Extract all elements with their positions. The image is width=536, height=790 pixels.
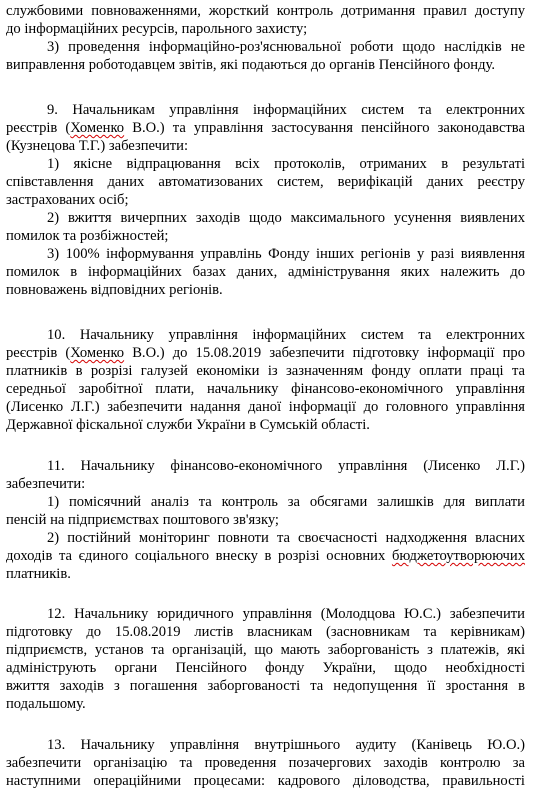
text-line: 11. Начальнику фінансово-економічного управління (Лисенко Л.Г.) xyxy=(47,458,525,474)
text-line: застрахованих осіб; xyxy=(6,192,129,208)
text-line: 3) проведення інформаційно-роз'яснювальної роботи щодо наслідків не xyxy=(47,39,525,55)
text-line: платників. xyxy=(6,566,71,582)
text-line: середньої заробітної плати, начальнику фінансово-економічного управління xyxy=(6,381,525,397)
text-line: адмініструють органи Пенсійного фонду України, щодо необхідності xyxy=(6,660,525,676)
text-line: 3) 100% інформування управлінь Фонду інших регіонів у разі виявлення xyxy=(47,246,525,262)
text-line: до інформаційних ресурсів, парольного захисту; xyxy=(6,21,308,37)
spellcheck-flagged-word: Хоменко xyxy=(70,120,125,136)
text-line: підготовку до 15.08.2019 листів власникам (засновникам та керівникам) xyxy=(6,624,525,640)
text-line: підприємств, установ та організацій, що мають заборгованість з платежів, які xyxy=(6,642,525,658)
text-line: 9. Начальникам управління інформаційних систем та електронних xyxy=(47,102,525,118)
text-line: помилок в інформаційних базах даних, адміністрування яких належить до xyxy=(6,264,525,280)
text-line xyxy=(6,345,525,362)
spellcheck-flagged-word: бюджетоутворюючих xyxy=(391,548,525,564)
text-line: 2) вжиття вичерпних заходів щодо максимального усунення виявлених xyxy=(47,210,525,226)
text-line: повноважень відповідних регіонів. xyxy=(6,282,223,298)
line-text-before: реєстрів ( xyxy=(6,120,71,136)
text-line: платників в розрізі галузей економіки із зазначенням фонду оплати праці та xyxy=(6,363,525,379)
text-line: наступними операційними процесами: кадрового діловодства, правильності xyxy=(6,773,525,789)
text-line: помилок та розбіжностей; xyxy=(6,228,169,244)
text-line: 2) постійний моніторинг повноти та своєчасності надходження власних xyxy=(47,530,525,546)
text-line: виправлення роботодавцем звітів, які подаються до органів Пенсійного фонду. xyxy=(6,57,496,73)
text-line: (Лисенко Л.Г.) забезпечити надання даної інформації до головного управління xyxy=(6,399,525,415)
line-text-before: доходів та єдиного соціального внеску в розрізі основних xyxy=(6,548,392,564)
spellcheck-flagged-word: Хоменко xyxy=(70,345,125,361)
line-text-before: реєстрів ( xyxy=(6,345,71,361)
text-line: 13. Начальнику управління внутрішнього аудиту (Канівець Ю.О.) xyxy=(47,737,525,753)
text-line: службовими повноваженнями, жорсткий контроль дотримання правил доступу xyxy=(6,3,525,19)
text-line xyxy=(6,120,525,137)
line-text-after: В.О.) та управління застосування пенсійного законодавства xyxy=(124,120,525,136)
text-line: вжиття заходів з погашення заборгованості та недопущення її зростання в xyxy=(6,678,525,694)
line-text-after: В.О.) до 15.08.2019 забезпечити підготовку інформації про xyxy=(124,345,525,361)
text-line: (Кузнецова Т.Г.) забезпечити: xyxy=(6,138,189,154)
text-line: забезпечити організацію та проведення позачергових заходів контролю за xyxy=(6,755,525,771)
text-line: співставлення даних автоматизованих систем, верифікацій даних реєстру xyxy=(6,174,525,190)
text-line: забезпечити: xyxy=(6,476,86,492)
text-line: 1) помісячний аналіз та контроль за обсягами залишків для виплати xyxy=(47,494,525,510)
text-line: пенсій на підприємствах поштового зв'язку; xyxy=(6,512,279,528)
text-line: 1) якісне відпрацювання всіх протоколів, отриманих в результаті xyxy=(47,156,525,172)
text-line xyxy=(6,548,525,565)
text-line: подальшому. xyxy=(6,696,86,712)
text-line: 12. Начальнику юридичного управління (Молодцова Ю.С.) забезпечити xyxy=(47,606,525,622)
text-line: Державної фіскальної служби України в Сумській області. xyxy=(6,417,370,433)
text-line: 10. Начальнику управління інформаційних систем та електронних xyxy=(47,327,525,343)
